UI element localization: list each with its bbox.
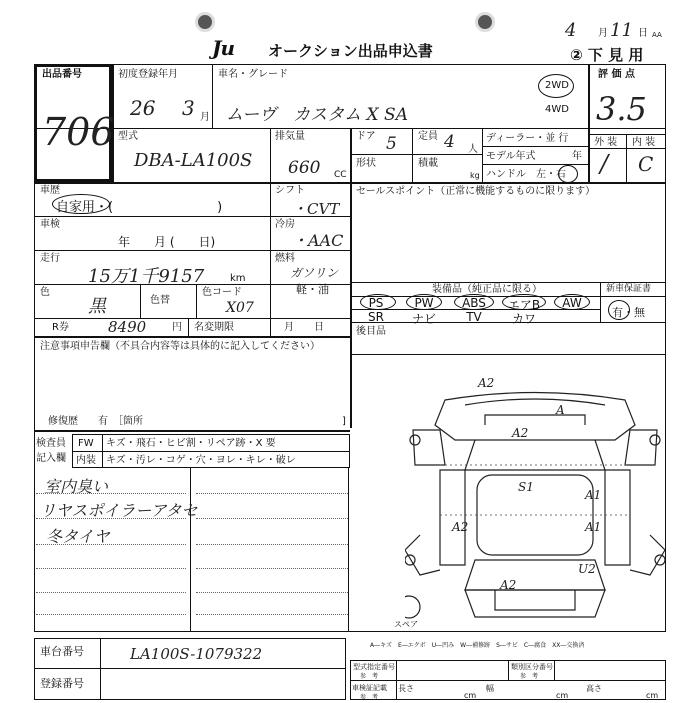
mileage-value[interactable]: 15万1千9157: [88, 266, 205, 287]
cooler-label: 冷房: [275, 219, 295, 230]
note-line-1[interactable]: 室内臭い: [44, 477, 109, 496]
lower-view-label: ② 下 見 用: [570, 46, 644, 64]
repair-history-close: ]: [342, 416, 346, 427]
class-ref: 参 考: [520, 673, 539, 680]
mileage-label: 走行: [40, 253, 60, 264]
spare-tire-label: スペア: [394, 620, 418, 629]
declaration-label: 注意事項申告欄（不具合内容等は具体的に記入してください）: [40, 341, 320, 352]
height-label: 高さ: [586, 684, 602, 693]
drive-2wd: 2WD: [545, 80, 569, 91]
capacity-value[interactable]: 4: [444, 132, 455, 152]
recycle-label: R券: [52, 322, 69, 333]
equip-leather[interactable]: カワ: [511, 312, 536, 326]
model-label: 型式: [118, 131, 138, 142]
load-unit: kg: [470, 171, 480, 180]
binder-hole-left: [195, 12, 215, 32]
shape-label: 形状: [356, 158, 376, 169]
inspector-label: 検査員: [36, 438, 66, 449]
equip-tv[interactable]: TV: [466, 310, 482, 324]
handle-label: ハンドル 左・右: [486, 169, 566, 180]
fw-label: FW: [78, 438, 94, 449]
warranty-label: 新車保証書: [606, 284, 652, 294]
equip-abs[interactable]: ABS: [462, 296, 486, 310]
handle-right-circle[interactable]: [558, 165, 578, 183]
doors-label: ドア: [356, 131, 376, 142]
damage-mark-right-rear: U2: [578, 562, 596, 576]
company-logo: Ju: [212, 36, 235, 60]
damage-mark-right-front-door: A1: [585, 488, 602, 502]
damage-mark-hood: A2: [512, 426, 529, 440]
listing-number-label: 出品番号: [42, 69, 82, 80]
registration-label: 登録番号: [40, 677, 84, 690]
score-value[interactable]: 3.5: [596, 90, 647, 128]
reg-month-value[interactable]: 3: [182, 96, 195, 120]
capacity-label: 定員: [418, 131, 438, 142]
shift-value[interactable]: ・CVT: [292, 200, 340, 218]
damage-legend: A―キズ E―エクボ U―凹み W―補修跡 S―サビ C―腐食 XX―交換済: [370, 642, 585, 649]
sales-point-label: セールスポイント（正常に機能するものに限ります）: [356, 186, 596, 197]
equip-aw[interactable]: AW: [562, 296, 582, 310]
date-month: 4: [565, 20, 577, 41]
note-line-2[interactable]: リヤスポイラーアタセ: [40, 501, 198, 520]
shift-label: シフト: [275, 185, 305, 196]
history-value[interactable]: 自家用・( ): [56, 200, 223, 215]
equip-sr[interactable]: SR: [368, 310, 384, 324]
chassis-value[interactable]: LA100S-1079322: [130, 645, 263, 663]
equipment-label: 装備品（純正品に限る）: [432, 284, 542, 295]
cooler-value[interactable]: ・AAC: [292, 231, 344, 250]
chassis-label: 車台番号: [40, 645, 84, 658]
color-label: 色: [40, 287, 50, 298]
damage-mark-roof: S1: [518, 480, 534, 494]
fuel-diesel: 軽・油: [296, 283, 329, 296]
color-change-label: 色替: [150, 295, 170, 306]
capacity-unit: 人: [468, 144, 478, 155]
fuel-gas[interactable]: ガソリン: [290, 266, 339, 280]
recycle-value[interactable]: 8490: [108, 318, 147, 336]
displacement-label: 排気量: [275, 131, 305, 142]
displacement-unit: CC: [334, 170, 347, 180]
damage-mark-fender: A: [556, 403, 565, 417]
mileage-unit: km: [230, 273, 246, 284]
rear-item-label: 後目品: [356, 326, 386, 337]
reg-year-value[interactable]: 26: [130, 96, 156, 120]
color-code-label: 色コード: [202, 287, 242, 298]
exterior-grade[interactable]: /: [600, 150, 609, 178]
equip-ps[interactable]: PS: [368, 296, 384, 310]
equip-airbag[interactable]: エアB: [507, 298, 541, 312]
car-name-value[interactable]: ムーヴ カスタム X SA: [226, 105, 408, 125]
car-damage-diagram: [405, 385, 665, 630]
name-change-value: 月 日: [284, 322, 324, 333]
model-year-label: モデル年式: [486, 151, 536, 162]
day-label: 日: [638, 28, 648, 39]
height-unit: cm: [646, 691, 659, 700]
dealer-label: ディーラー・並 行: [486, 133, 569, 144]
interior-defect-label: 内装: [76, 455, 96, 466]
model-value[interactable]: DBA-LA100S: [134, 150, 253, 171]
equip-pw[interactable]: PW: [414, 296, 434, 310]
doors-value[interactable]: 5: [386, 134, 397, 154]
width-label: 幅: [486, 684, 494, 693]
equip-navi[interactable]: ナビ: [411, 312, 436, 326]
month-label: 月: [598, 28, 608, 39]
cert-label: 車検証記載: [352, 684, 387, 692]
recycle-unit: 円: [172, 322, 182, 333]
interior-defect-items: キズ・汚レ・コゲ・穴・ヨレ・キレ・破レ: [106, 455, 296, 466]
damage-mark-right-rear-door: A1: [585, 520, 602, 534]
damage-mark-front: A2: [478, 376, 495, 390]
fw-items: キズ・飛石・ヒビ割・リペア跡・X 要: [106, 438, 276, 449]
date-day: 11: [610, 20, 633, 41]
type-cert-label: 型式指定番号: [353, 663, 395, 671]
history-label: 車歴: [40, 185, 60, 196]
interior-label: 内 装: [632, 137, 656, 148]
drive-4wd: 4WD: [545, 104, 569, 115]
form-title: オークション出品申込書: [268, 42, 433, 60]
exterior-label: 外 装: [594, 137, 618, 148]
reg-month-unit: 月: [200, 112, 210, 123]
car-name-label: 車名・グレード: [218, 69, 288, 80]
width-unit: cm: [556, 691, 569, 700]
color-value[interactable]: 黒: [88, 296, 106, 317]
binder-hole-right: [475, 12, 495, 32]
type-cert-ref: 参 考: [360, 673, 379, 680]
date-suffix: AA: [652, 31, 662, 39]
interior-grade[interactable]: C: [638, 152, 654, 176]
model-year-unit: 年: [572, 151, 582, 162]
reg-date-label: 初度登録年月: [118, 69, 178, 80]
damage-mark-left-side: A2: [452, 520, 469, 534]
fuel-label: 燃料: [275, 253, 295, 264]
length-label: 長さ: [398, 684, 414, 693]
color-code-value[interactable]: X07: [226, 300, 254, 316]
load-label: 積載: [418, 158, 438, 169]
private-use-circle[interactable]: [52, 194, 110, 214]
listing-number-value[interactable]: 706: [42, 110, 115, 154]
inspection-label: 車検: [40, 219, 60, 230]
class-label: 類別区分番号: [511, 663, 553, 671]
displacement-value[interactable]: 660: [288, 158, 321, 178]
warranty-value[interactable]: 有・無: [612, 306, 645, 319]
inspection-value[interactable]: 年 月 ( 日): [118, 235, 216, 249]
entry-label: 記入欄: [36, 453, 66, 464]
name-change-label: 名変期限: [194, 322, 234, 333]
length-unit: cm: [464, 691, 477, 700]
damage-mark-rear: A2: [500, 578, 517, 592]
note-line-3[interactable]: 冬タイヤ: [46, 527, 110, 546]
cert-ref: 参 考: [360, 694, 379, 701]
score-label: 評 価 点: [598, 69, 635, 80]
repair-history-label: 修復歴 有 ［箇所: [48, 416, 143, 427]
